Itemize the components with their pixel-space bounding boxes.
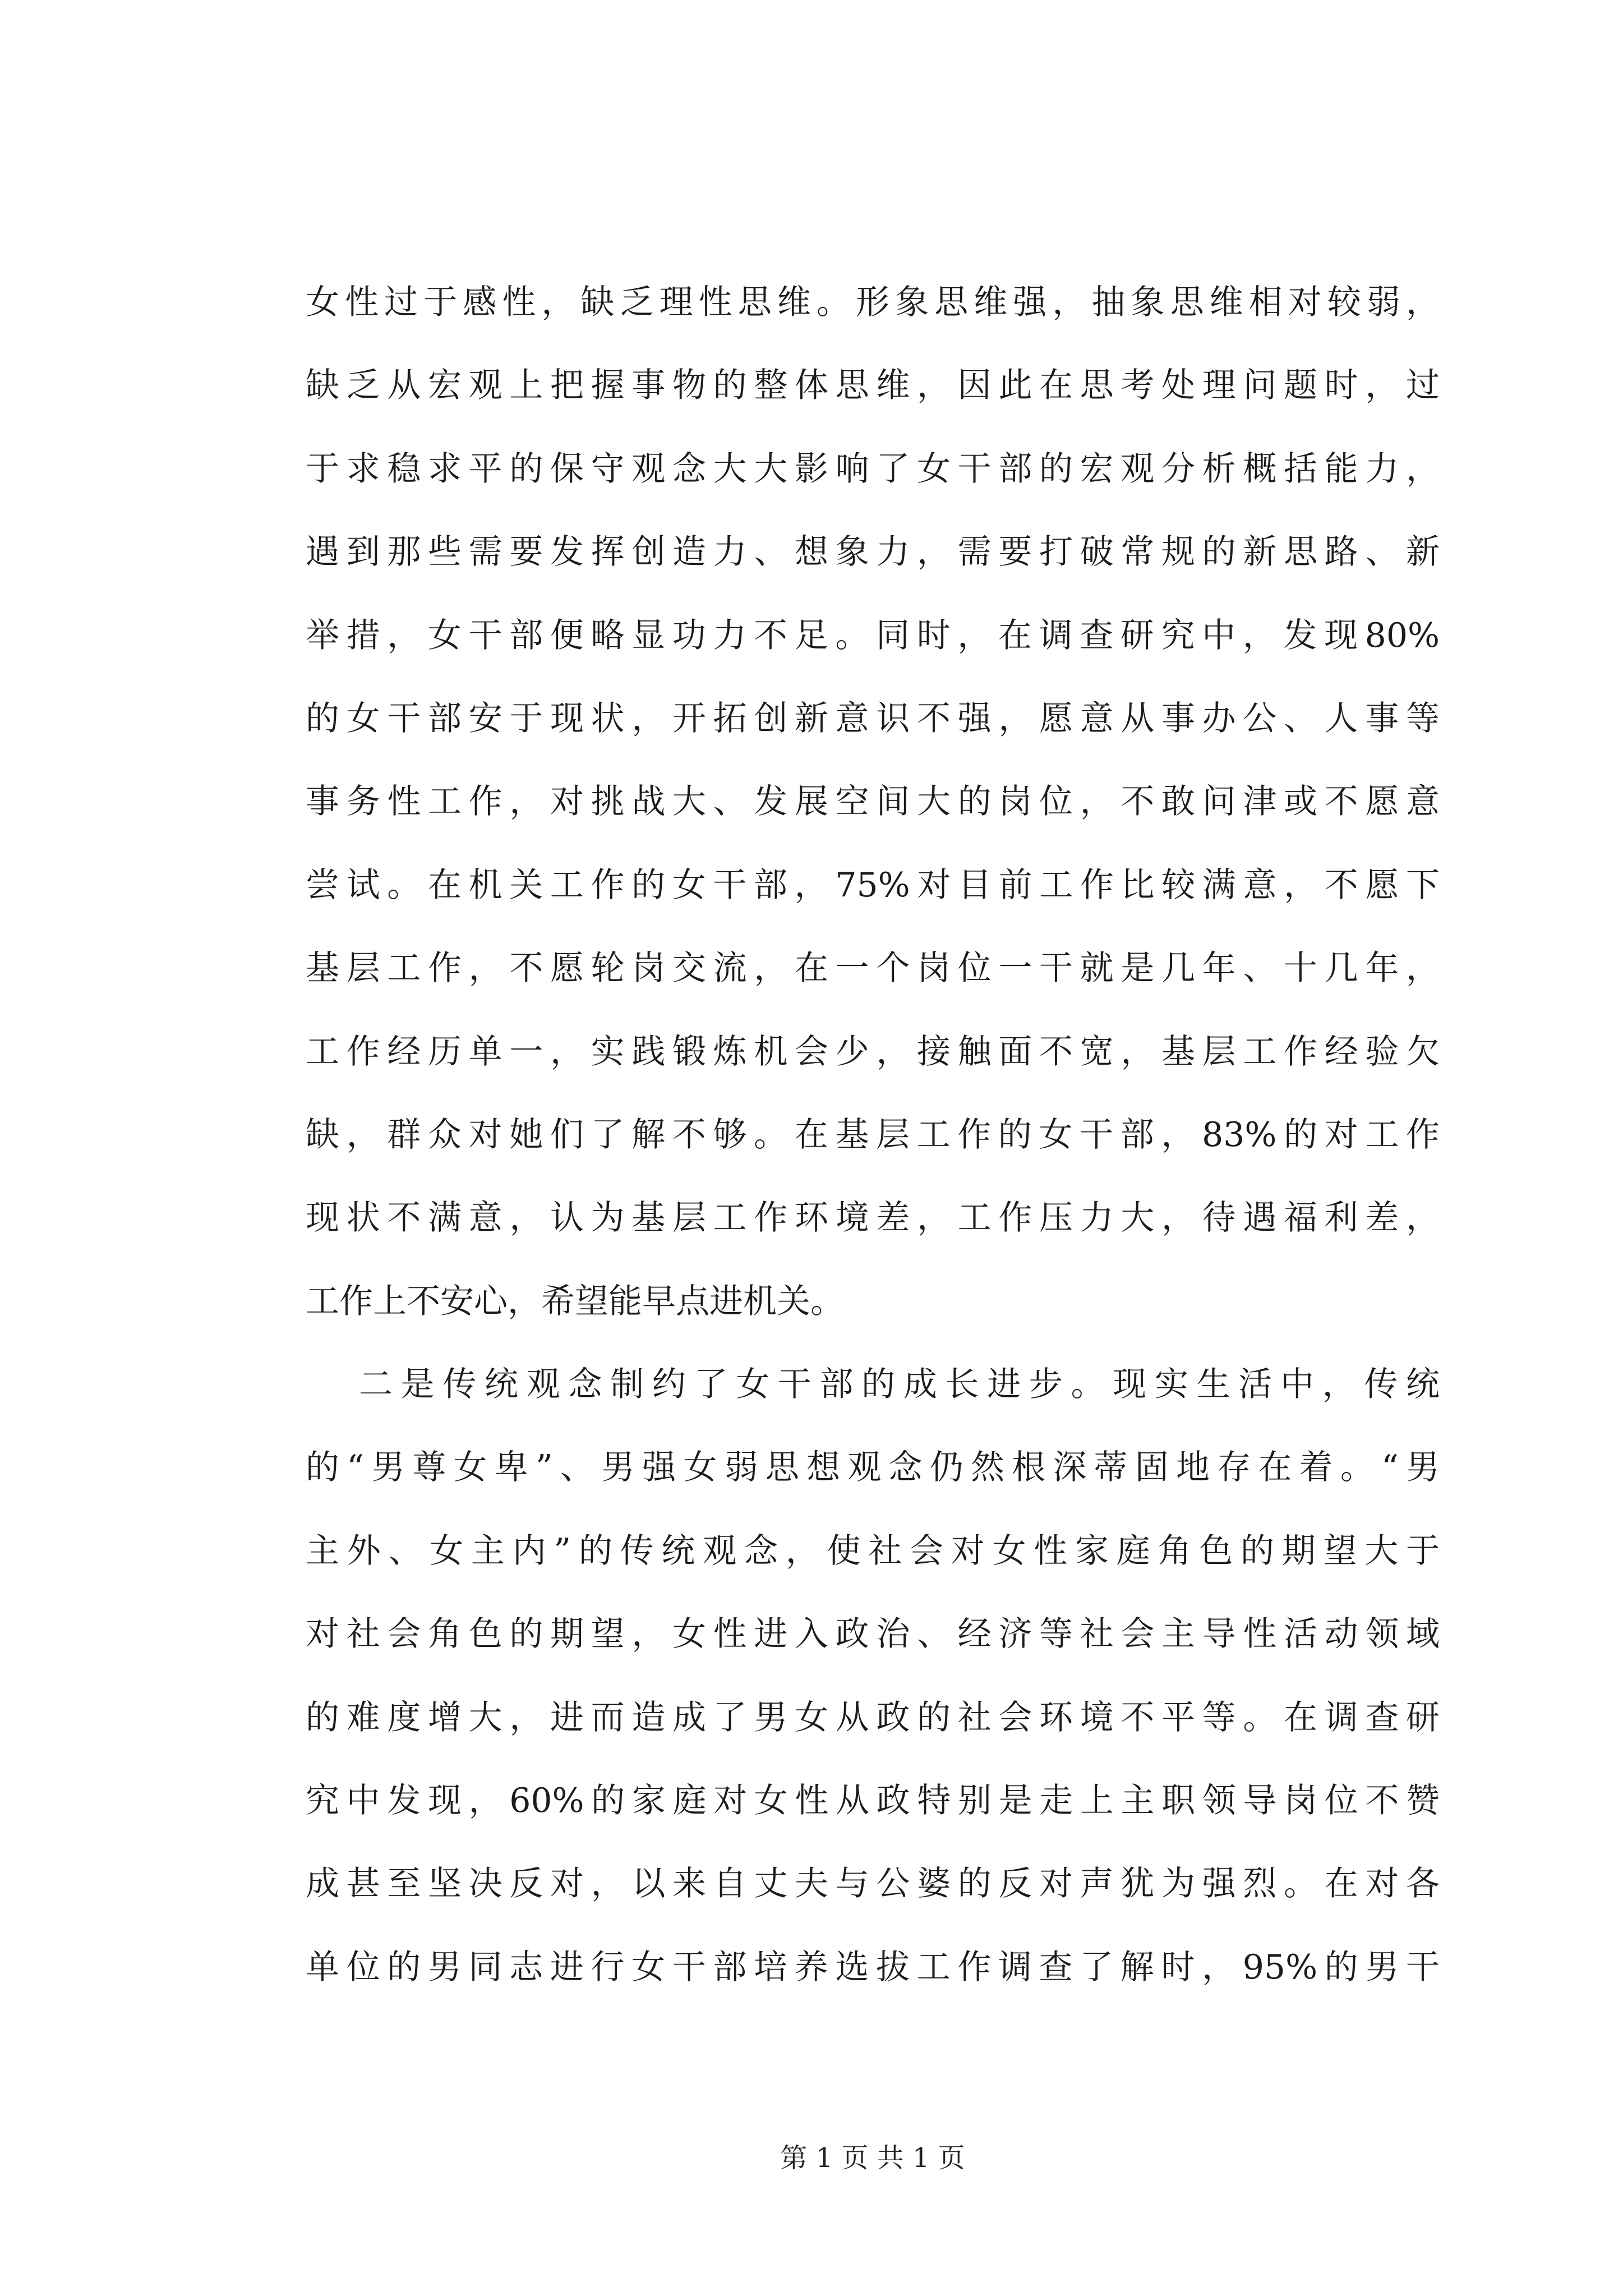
text-line: 的女干部安于现状，开拓创新意识不强，愿意从事办公、人事等 [306,698,1440,738]
text-line: 成甚至坚决反对，以来自丈夫与公婆的反对声犹为强烈。在对各 [306,1864,1440,1904]
text-line: 女性过于感性，缺乏理性思维。形象思维强，抽象思维相对较弱， [306,283,1440,322]
text-line: 对社会角色的期望，女性进入政治、经济等社会主导性活动领域 [306,1614,1440,1654]
text-line: 工作经历单一，实践锻炼机会少，接触面不宽，基层工作经验欠 [306,1032,1440,1071]
text-line: 尝试。在机关工作的女干部，75%对目前工作比较满意，不愿下 [306,865,1440,905]
text-line: 二是传统观念制约了女干部的成长进步。现实生活中，传统 [359,1365,1440,1405]
text-line: 事务性工作，对挑战大、发展空间大的岗位，不敢问津或不愿意 [306,782,1440,822]
text-line: 究中发现，60%的家庭对女性从政特别是走上主职领导岗位不赞 [306,1781,1440,1821]
page-footer: 第 1 页 共 1 页 [780,2142,965,2174]
text-line: 单位的男同志进行女干部培养选拔工作调查了解时，95%的男干 [306,1947,1440,1987]
text-line: 举措，女干部便略显功力不足。同时，在调查研究中，发现80% [306,615,1440,655]
text-line: 主外、女主内”的传统观念，使社会对女性家庭角色的期望大于 [306,1531,1440,1571]
text-line: 工作上不安心，希望能早点进机关。 [306,1281,844,1321]
text-line: 遇到那些需要发挥创造力、想象力，需要打破常规的新思路、新 [306,532,1440,572]
paragraph-1 [306,261,1440,1343]
paragraph-2 [306,1343,1440,2009]
text-line: 基层工作，不愿轮岗交流，在一个岗位一干就是几年、十几年， [306,949,1440,988]
text-line: 缺乏从宏观上把握事物的整体思维，因此在思考处理问题时，过 [306,366,1440,406]
text-line: 现状不满意，认为基层工作环境差，工作压力大，待遇福利差， [306,1198,1440,1238]
text-line: 缺，群众对她们了解不够。在基层工作的女干部，83%的对工作 [306,1115,1440,1154]
body-text [306,261,1440,2009]
text-line: 于求稳求平的保守观念大大影响了女干部的宏观分析概括能力， [306,449,1440,489]
text-line: 的“男尊女卑”、男强女弱思想观念仍然根深蒂固地存在着。“男 [306,1448,1440,1488]
text-line: 的难度增大，进而造成了男女从政的社会环境不平等。在调查研 [306,1697,1440,1737]
